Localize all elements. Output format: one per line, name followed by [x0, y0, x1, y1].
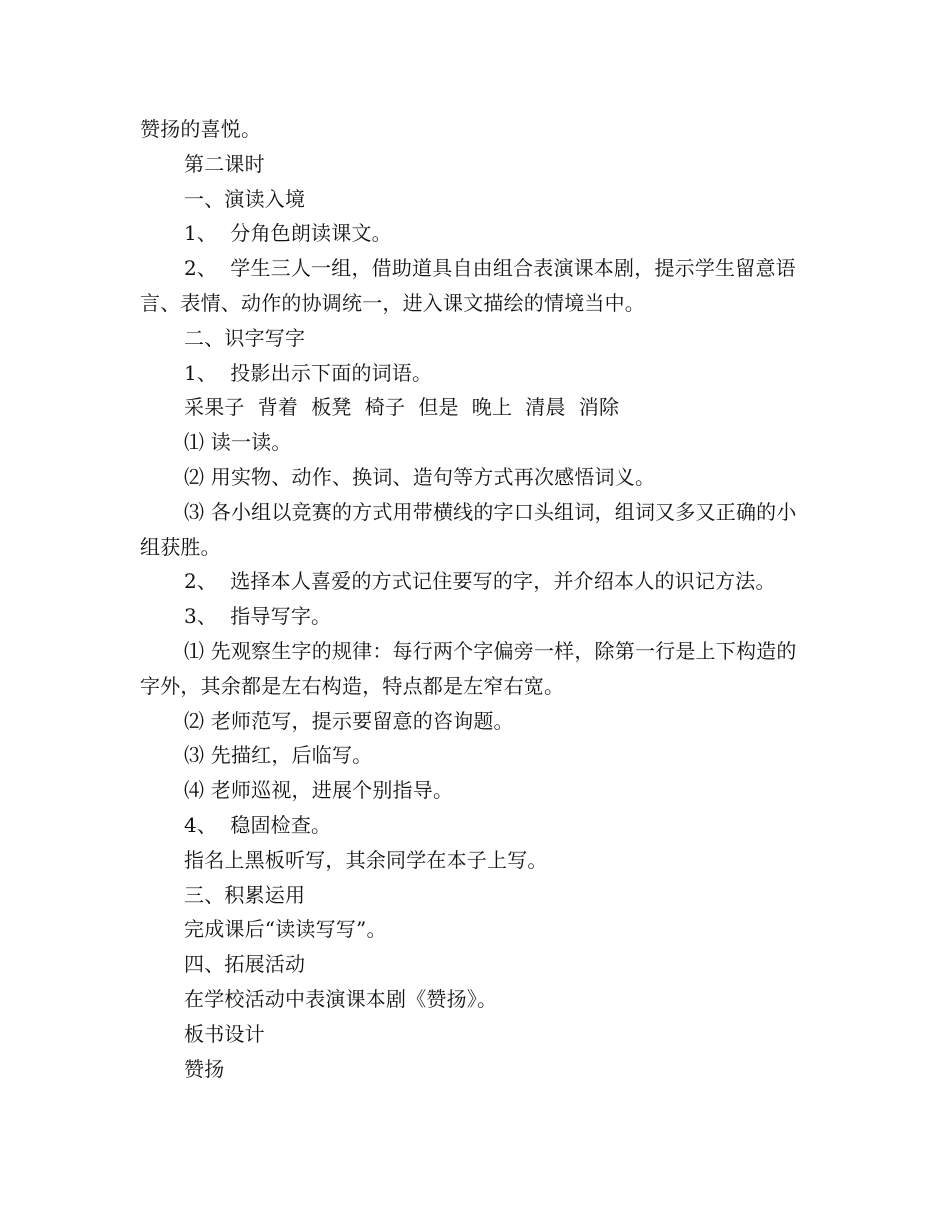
paragraph-continuation: 赞扬的喜悦。 — [140, 117, 262, 141]
paragraph: 在学校活动中表演课本剧《赞扬》。 — [184, 986, 498, 1011]
sub-item: ⑴ 读一读。 — [184, 430, 292, 455]
board-design-heading: 板书设计 — [184, 1021, 265, 1046]
board-design-title: 赞扬 — [184, 1056, 225, 1081]
paragraph: 指名上黑板听写，其余同学在本子上写。 — [184, 847, 548, 872]
vocabulary-line: 采果子 背着 板凳 椅子 但是 晚上 清晨 消除 — [184, 395, 620, 420]
lesson-heading: 第二课时 — [184, 151, 265, 176]
list-item: 1、 投影出示下面的词语。 — [184, 360, 433, 385]
section-heading-1: 一、演读入境 — [184, 186, 306, 211]
section-heading-3: 三、积累运用 — [184, 882, 306, 907]
sub-item: ⑴ 先观察生字的规律：每行两个字偏旁一样，除第一行是上下构造的字外，其余都是左右构造，特点都是左窄右宽。 — [140, 638, 797, 698]
sub-item: ⑷ 老师巡视，进展个别指导。 — [184, 778, 454, 803]
section-heading-2: 二、识字写字 — [184, 325, 306, 350]
list-item: 2、 学生三人一组，借助道具自由组合表演课本剧，提示学生留意语言、表情、动作的协调统一，进入课文描绘的情境当中。 — [140, 256, 796, 315]
sub-item: ⑶ 各小组以竞赛的方式用带横线的字口头组词，组词又多又正确的小组获胜。 — [140, 499, 797, 559]
list-item: 2、 选择本人喜爱的方式记住要写的字，并介绍本人的识记方法。 — [184, 569, 776, 594]
sub-item: ⑶ 先描红，后临写。 — [184, 743, 373, 768]
document-body — [140, 112, 812, 1086]
sub-item: ⑵ 老师范写，提示要留意的咨询题。 — [184, 708, 514, 733]
list-item: 4、 稳固检查。 — [184, 812, 332, 837]
list-item: 1、 分角色朗读课文。 — [184, 221, 392, 246]
list-item: 3、 指导写字。 — [184, 604, 332, 629]
paragraph: 完成课后“读读写写”。 — [184, 917, 387, 942]
sub-item: ⑵ 用实物、动作、换词、造句等方式再次感悟词义。 — [184, 464, 656, 489]
section-heading-4: 四、拓展活动 — [184, 952, 306, 977]
